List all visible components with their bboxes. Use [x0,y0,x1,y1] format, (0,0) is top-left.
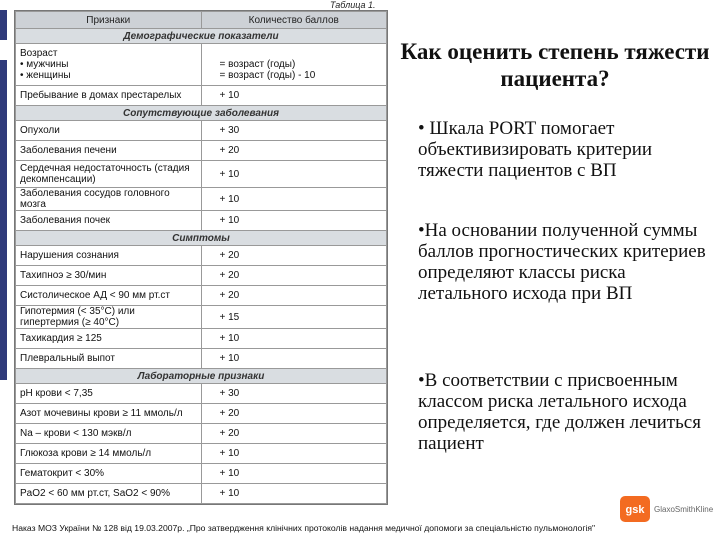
points-cell: + 10 [201,161,387,188]
table-row [16,349,387,369]
table-row [16,44,387,86]
table-row [16,424,387,444]
points-cell: + 20 [201,424,387,444]
points-cell: + 20 [201,404,387,424]
table-row [16,484,387,504]
criterion-cell: Азот мочевины крови ≥ 11 ммоль/л [16,404,202,424]
gsk-logo-icon [620,496,650,522]
criterion-cell: Систолическое АД < 90 мм рт.ст [16,286,202,306]
points-cell: + 20 [201,286,387,306]
criterion-cell: Заболевания почек [16,211,202,231]
criterion-cell: Плевральный выпот [16,349,202,369]
bullet-2: •На основании полученной суммы баллов прогностических критериев определяют классы риска летального исхода при ВП [418,220,706,304]
criterion-cell: Опухоли [16,121,202,141]
criterion-cell: Гипотермия (< 35°С) или гипертермия (≥ 40°С) [16,306,202,329]
points-cell: + 30 [201,384,387,404]
table-row [16,121,387,141]
points-cell: = возраст (годы) = возраст (годы) - 10 [201,44,387,86]
points-cell: + 10 [201,329,387,349]
criterion-cell: Заболевания печени [16,141,202,161]
table-row [16,464,387,484]
table-row [16,161,387,188]
accent-bar-top [0,10,7,40]
table-row [16,286,387,306]
criterion-cell: Заболевания сосудов головного мозга [16,188,202,211]
table-row [16,266,387,286]
points-cell: + 20 [201,266,387,286]
section-row [16,106,387,121]
table-row [16,444,387,464]
points-cell: + 10 [201,188,387,211]
section-title: Лабораторные признаки [16,369,387,384]
points-cell: + 15 [201,306,387,329]
points-cell: + 10 [201,484,387,504]
logo-wordmark: GlaxoSmithKline [654,505,714,514]
table-row [16,306,387,329]
section-title: Сопутствующие заболевания [16,106,387,121]
table-row [16,141,387,161]
points-cell: + 20 [201,141,387,161]
points-cell: + 10 [201,211,387,231]
table-row [16,384,387,404]
points-cell: + 10 [201,349,387,369]
points-cell: + 30 [201,121,387,141]
table-row [16,188,387,211]
criterion-cell: Тахикардия ≥ 125 [16,329,202,349]
section-row [16,29,387,44]
header-criteria: Признаки [16,12,202,29]
criterion-cell: Na – крови < 130 мэкв/л [16,424,202,444]
slide-title: Как оценить степень тяжести пациента? [400,39,710,91]
table-row [16,404,387,424]
criterion-cell: Гематокрит < 30% [16,464,202,484]
table-row [16,329,387,349]
points-cell: + 10 [201,444,387,464]
criterion-cell: Тахипноэ ≥ 30/мин [16,266,202,286]
svg-text:gsk: gsk [625,504,645,516]
section-row [16,231,387,246]
points-cell: + 10 [201,86,387,106]
criterion-cell: PaO2 < 60 мм рт.ст, SaO2 < 90% [16,484,202,504]
port-score-table [14,10,388,505]
points-cell: + 20 [201,246,387,266]
table-row [16,211,387,231]
section-title: Демографические показатели [16,29,387,44]
criterion-cell: Сердечная недостаточность (стадия декомпенсации) [16,161,202,188]
criterion-cell: Возраст • мужчины • женщины [16,44,202,86]
table-row [16,86,387,106]
criterion-cell: Пребывание в домах престарелых [16,86,202,106]
bullet-1: • Шкала PORT помогает объективизировать критерии тяжести пациентов с ВП [418,118,653,181]
criterion-cell: pH крови < 7,35 [16,384,202,404]
header-points: Количество баллов [201,12,387,29]
footer-reference: Наказ МОЗ України № 128 від 19.03.2007р. „Про затвердження клінічних протоколів надання медичної допомоги за спеціальністю пульмонологія" [12,523,596,533]
points-cell: + 10 [201,464,387,484]
bullet-3: •В соответствии с присвоенным классом риска летального исхода определяется, где должен лечиться пациент [418,370,701,454]
table-body [16,29,387,504]
criterion-cell: Глюкоза крови ≥ 14 ммоль/л [16,444,202,464]
accent-bar-middle [0,60,7,380]
section-title: Симптомы [16,231,387,246]
criterion-cell: Нарушения сознания [16,246,202,266]
table-caption: Таблица 1. [330,0,376,10]
table-row [16,246,387,266]
section-row [16,369,387,384]
